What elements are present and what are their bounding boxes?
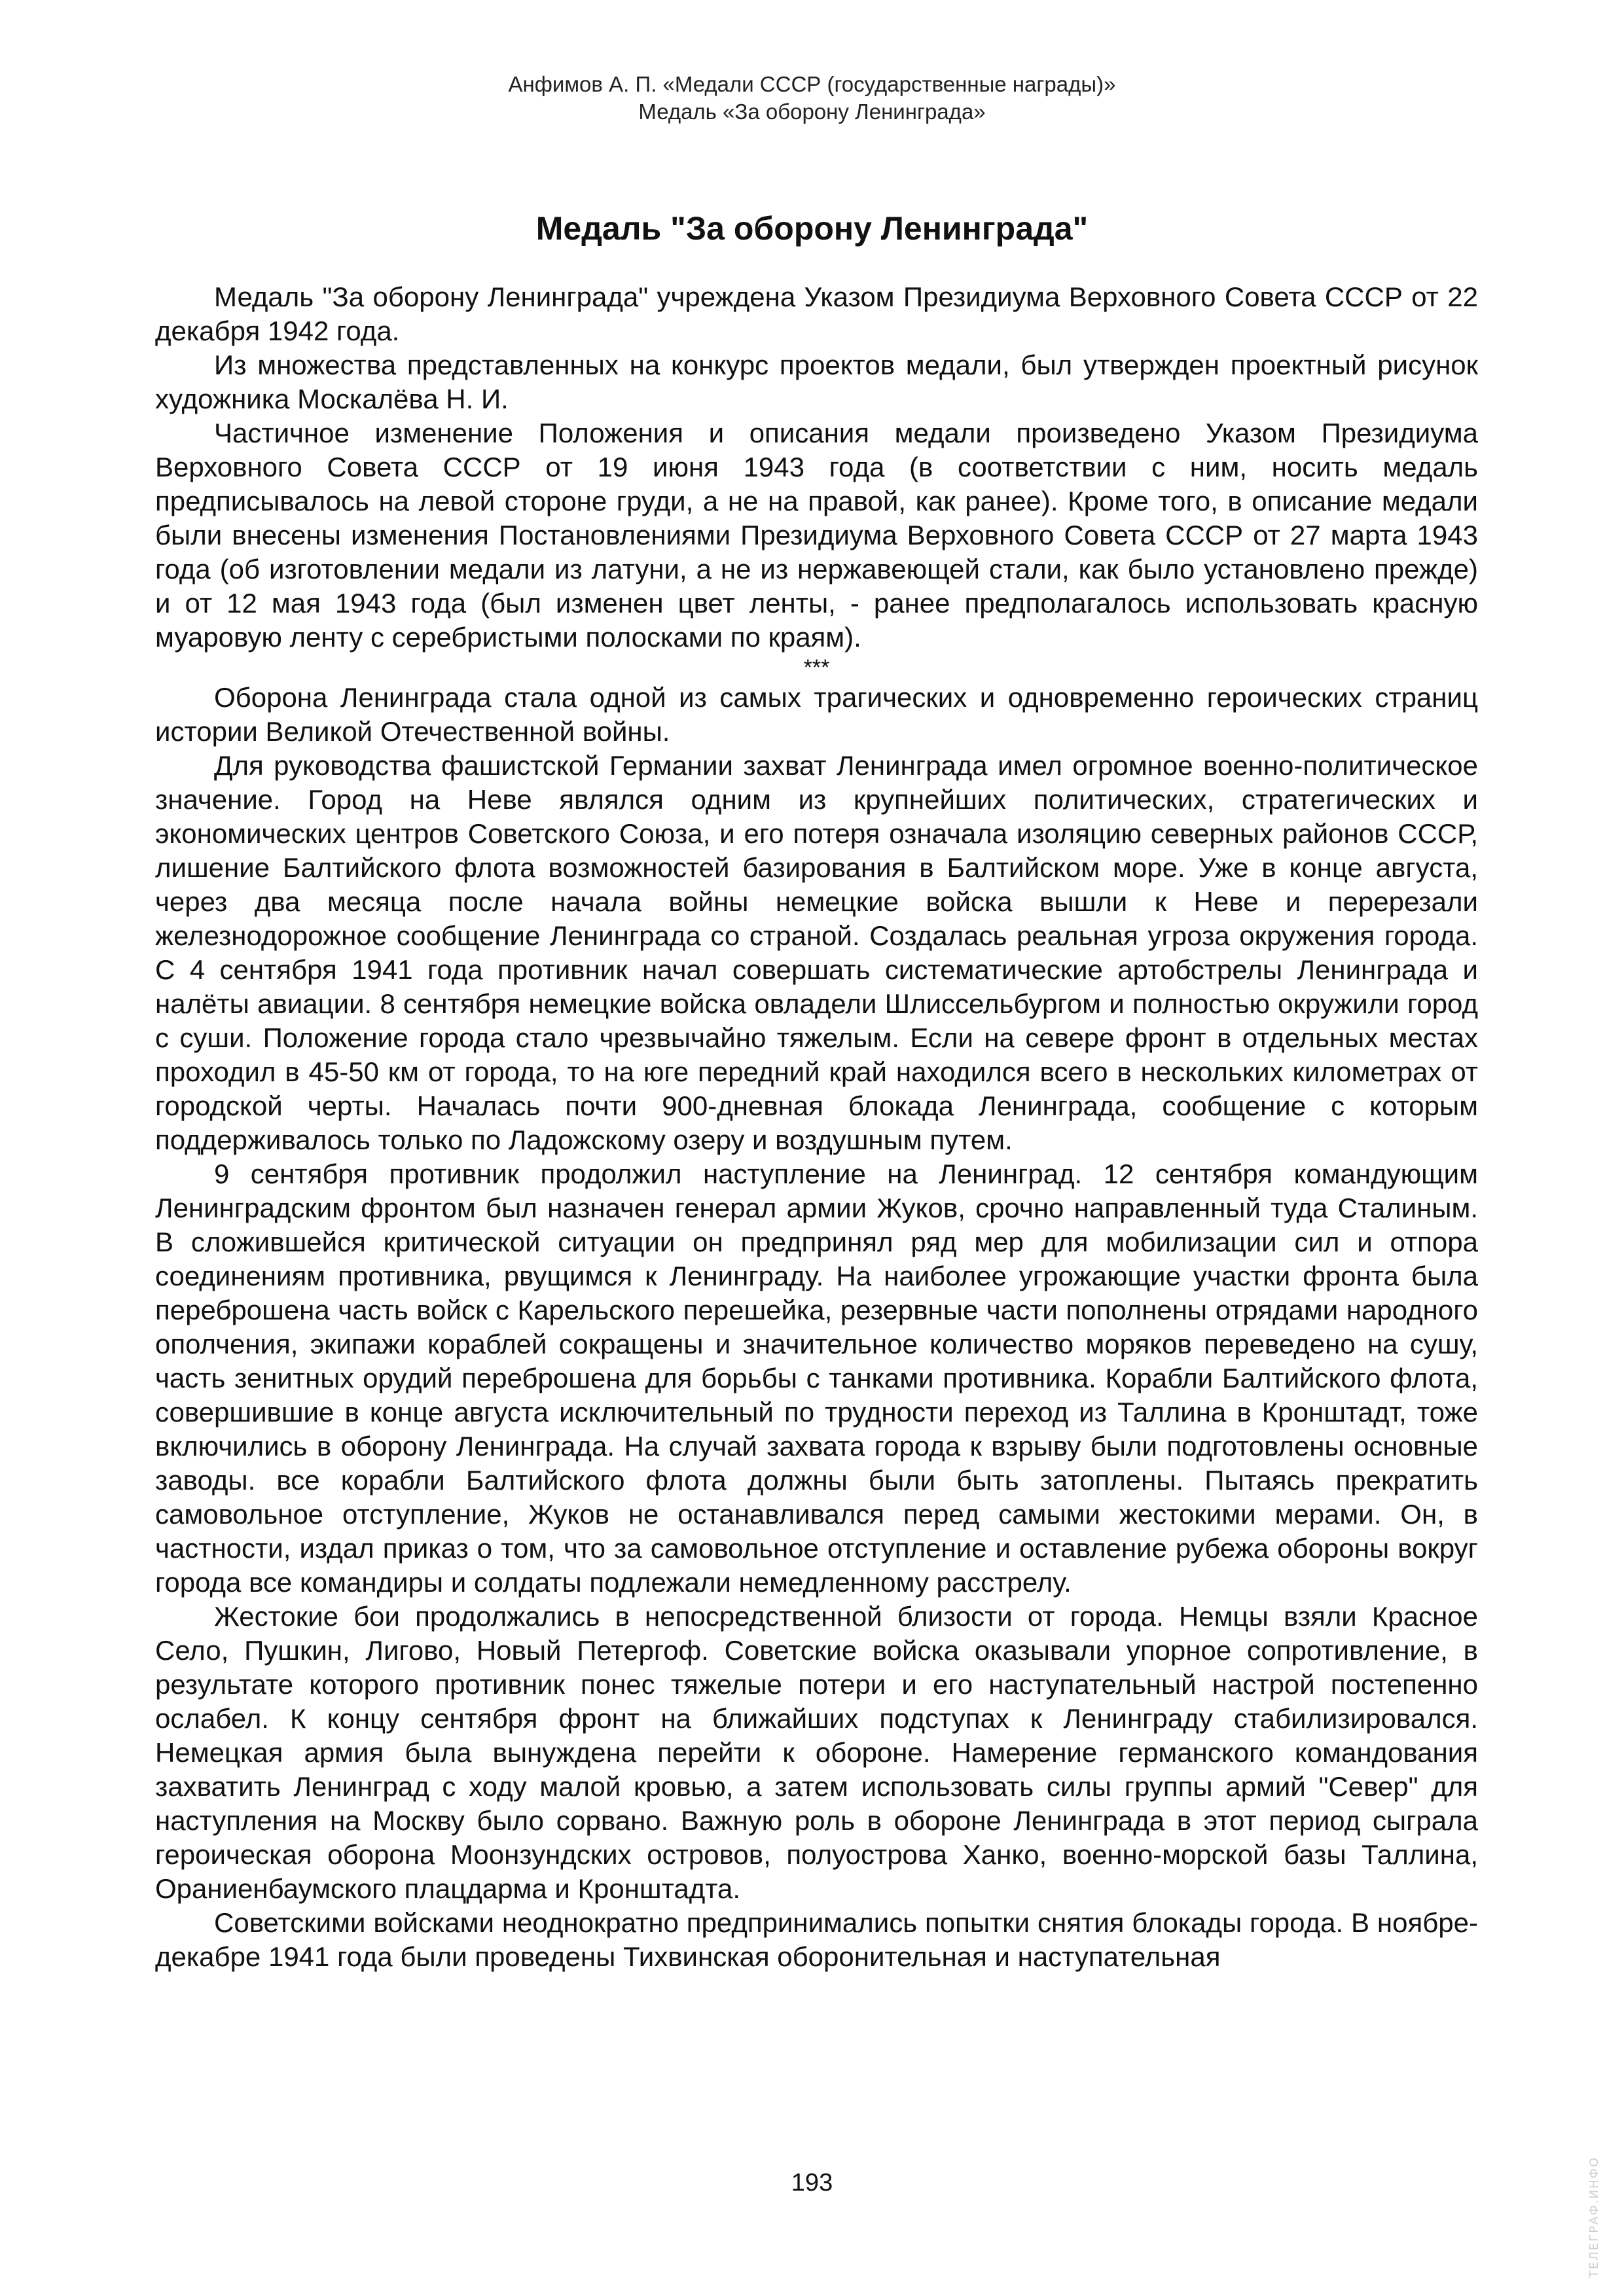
paragraph: Советскими войсками неоднократно предпринимались попытки снятия блокады города. В ноябре-декабре 1941 года были проведены Тихвинская оборонительная и наступательная bbox=[155, 1907, 1478, 1972]
paragraph: 9 сентября противник продолжил наступление на Ленинград. 12 сентября командующим Ленинградским фронтом был назначен генерал армии Жуков, срочно направленный туда Сталиным. В сложившейся критической ситуации он предпринял ряд мер для мобилизации сил и отпора соединениям противника, рвущимся к Ленинграду. На наиболее угрожающие участки фронта была переброшена часть войск с Карельского перешейка, резервные части пополнены отрядами народного ополчения, экипажи кораблей сокращены и значительное количество моряков переведено на сушу, часть зенитных орудий переброшена для борьбы с танками противника. Корабли Балтийского флота, совершившие в конце августа исключительный по трудности переход из Таллина в Кронштадт, тоже включились в оборону Ленинграда. На случай захвата города к взрыву были подготовлены основные заводы. все корабли Балтийского флота должны были быть затоплены. Пытаясь прекратить самовольное отступление, Жуков не останавливался перед самыми жестокими мерами. Он, в частности, издал приказ о том, что за самовольное отступление и оставление рубежа обороны вокруг города все командиры и солдаты подлежали немедленному расстрелу. bbox=[155, 1158, 1478, 1598]
paragraph: Оборона Ленинграда стала одной из самых трагических и одновременно героических страниц истории Великой Отечественной войны. bbox=[155, 682, 1478, 747]
paragraph: Медаль "За оборону Ленинграда" учреждена Указом Президиума Верховного Совета СССР от 22 декабря 1942 года. bbox=[155, 281, 1478, 346]
paragraph: Из множества представленных на конкурс проектов медали, был утвержден проектный рисунок художника Москалёва Н. И. bbox=[155, 350, 1478, 414]
page-number: 193 bbox=[791, 2169, 833, 2197]
section-separator: *** bbox=[803, 655, 830, 680]
paragraph: Частичное изменение Положения и описания медали произведено Указом Президиума Верховного Совета СССР от 19 июня 1943 года (в соответствии с ним, носить медаль предписывалось на левой стороне груди, а не на правой, как ранее). Кроме того, в описание медали были внесены изменения Постановлениями Президиума Верховного Совета СССР от 27 марта 1943 года (об изготовлении медали из латуни, а не из нержавеющей стали, как было установлено прежде) и от 12 мая 1943 года (был изменен цвет ленты, - ранее предполагалось использовать красную муаровую ленту с серебристыми полосками по краям). bbox=[155, 418, 1478, 653]
header-book-title: Анфимов А. П. «Медали СССР (государственные награды)» bbox=[508, 72, 1116, 96]
header-chapter-title: Медаль «За оборону Ленинграда» bbox=[638, 99, 986, 124]
document-title: Медаль "За оборону Ленинграда" bbox=[535, 210, 1089, 247]
paragraph: Для руководства фашистской Германии захват Ленинграда имел огромное военно-политическое значение. Город на Неве являлся одним из крупнейших политических, стратегических и экономических центров Советского Союза, и его потеря означала изоляцию северных районов СССР, лишение Балтийского флота возможностей базирования в Балтийском море. Уже в конце августа, через два месяца после начала войны немецкие войска вышли к Неве и перерезали железнодорожное сообщение Ленинграда со страной. Создалась реальная угроза окружения города. С 4 сентября 1941 года противник начал совершать систематические артобстрелы Ленинграда и налёты авиации. 8 сентября немецкие войска овладели Шлиссельбургом и полностью окружили город с суши. Положение города стало чрезвычайно тяжелым. Если на севере фронт в отдельных местах проходил в 45-50 км от города, то на юге передний край находился всего в нескольких километрах от городской черты. Началась почти 900-дневная блокада Ленинграда, сообщение с которым поддерживалось только по Ладожскому озеру и воздушным путем. bbox=[155, 750, 1478, 1155]
running-header bbox=[0, 71, 1624, 126]
watermark: ТЕЛЕГРАФ.ИНФО bbox=[1587, 2156, 1601, 2278]
body-text bbox=[155, 280, 1478, 1974]
paragraph: Жестокие бои продолжались в непосредственной близости от города. Немцы взяли Красное Село, Пушкин, Лигово, Новый Петергоф. Советские войска оказывали упорное сопротивление, в результате которого противник понес тяжелые потери и его наступательный настрой постепенно ослабел. К концу сентября фронт на ближайших подступах к Ленинграду стабилизировался. Немецкая армия была вынуждена перейти к обороне. Намерение германского командования захватить Ленинград с ходу малой кровью, а затем использовать силы группы армий "Север" для наступления на Москву было сорвано. Важную роль в обороне Ленинграда в этот период сыграла героическая оборона Моонзундских островов, полуострова Ханко, военно-морской базы Таллина, Ораниенбаумского плацдарма и Кронштадта. bbox=[155, 1601, 1478, 1904]
